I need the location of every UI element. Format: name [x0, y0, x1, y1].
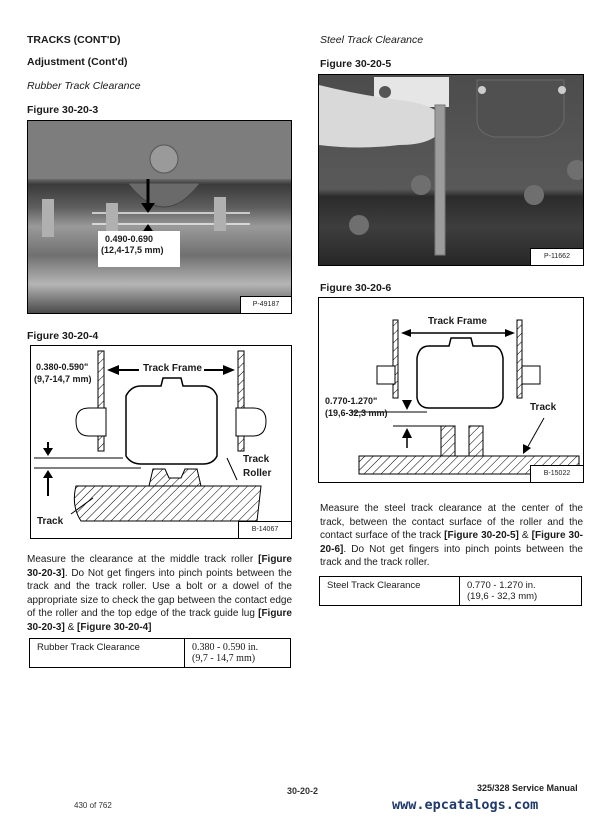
- spec-value-mm: (9,7 - 14,7 mm): [192, 653, 256, 664]
- track-lug: [214, 197, 226, 231]
- track-label: Track: [530, 402, 557, 413]
- paragraph-text: &: [64, 621, 78, 633]
- spec-value-inch: 0.770 - 1.270 in.: [467, 580, 536, 591]
- figure-code: P-49187: [240, 296, 291, 313]
- subsection-title: Adjustment (Cont'd): [27, 56, 128, 68]
- figure-reference: [Figure 30-20-4]: [77, 621, 152, 633]
- steel-track-roller: [417, 338, 503, 408]
- down-arrow-head: [141, 203, 155, 213]
- access-cover: [477, 80, 564, 137]
- figure-30-20-4-label: Figure 30-20-4: [27, 330, 99, 342]
- rubber-track-spec-table: [29, 638, 291, 668]
- track-bolt: [567, 160, 583, 180]
- steel-track-title: Steel Track Clearance: [320, 34, 424, 46]
- roller-leader: [227, 458, 237, 480]
- dimension-mm: (12,4-17,5 mm): [101, 245, 164, 255]
- roller: [128, 183, 200, 207]
- spec-value: [460, 577, 582, 606]
- track-frame-label: Track Frame: [428, 316, 487, 327]
- cover-bolt: [558, 86, 566, 94]
- bolt-head: [150, 145, 178, 173]
- page-number: 30-20-2: [287, 786, 319, 796]
- frame-arrowhead-left: [107, 365, 119, 375]
- gap-arrow-down: [402, 400, 412, 410]
- section-title: TRACKS (CONT'D): [27, 34, 121, 46]
- track-roller-body: [126, 378, 217, 464]
- figure-reference: [Figure 30-20-5]: [444, 530, 519, 541]
- track-guide-lug: [149, 469, 201, 486]
- page-counter: 430 of 762: [74, 801, 112, 810]
- manual-title: 325/328 Service Manual: [477, 783, 578, 793]
- frame-arrowhead-right: [223, 365, 235, 375]
- figure-30-20-3-label: Figure 30-20-3: [27, 104, 99, 116]
- steel-track-spec-table: [319, 576, 582, 606]
- figure-30-20-5-photo: [318, 74, 584, 266]
- dimension-inch: 0.490-0.690: [105, 234, 154, 244]
- figure-code: P-11662: [530, 248, 583, 265]
- spec-name: Steel Track Clearance: [320, 577, 460, 606]
- figure-reference: [Figure 30-20-3]: [27, 554, 292, 579]
- track-leader-arrow: [523, 444, 531, 454]
- track-lug-right: [469, 426, 483, 456]
- steel-ruler: [435, 105, 445, 255]
- axle-nut-left: [377, 366, 395, 384]
- figure-30-20-5-label: Figure 30-20-5: [320, 58, 392, 70]
- decal-symbol: [379, 86, 391, 98]
- axle-nut-left: [76, 408, 106, 436]
- spec-value: [185, 639, 291, 668]
- axle-nut-right: [236, 408, 266, 436]
- track-frame-label: Track Frame: [143, 363, 202, 374]
- paragraph-text: Measure the clearance at the middle track roller: [27, 554, 259, 565]
- figure-reference: [Figure 30-20-3]: [27, 608, 292, 633]
- watermark-link[interactable]: www.epcatalogs.com: [392, 797, 539, 813]
- clearance-mm: (19,6-32,3 mm): [325, 408, 388, 418]
- spec-name: Rubber Track Clearance: [30, 639, 185, 668]
- track-roller-label-2: Roller: [243, 468, 272, 479]
- spec-value-mm: (19,6 - 32,3 mm): [467, 591, 538, 602]
- rubber-clearance-instructions: [27, 553, 292, 634]
- paragraph-text: &: [518, 530, 532, 541]
- track-frame-left: [393, 320, 398, 398]
- paragraph-text: Measure the steel track clearance at the center of the track, between the contact surface of the roller and the contact surface of the track: [320, 503, 583, 541]
- figure-code: B-15022: [530, 465, 583, 482]
- spec-row: [320, 577, 582, 606]
- roller-photo-illustration: [28, 121, 291, 313]
- spec-value-inch: 0.380 - 0.590 in.: [192, 642, 259, 653]
- figure-code: B-14067: [238, 521, 291, 538]
- track-label: Track: [37, 516, 64, 527]
- track-leader: [526, 418, 544, 450]
- rubber-track-title: Rubber Track Clearance: [27, 80, 141, 92]
- cover-bolt: [478, 86, 486, 94]
- track-lug-left: [441, 426, 455, 456]
- frame-arrowhead-left: [401, 329, 411, 337]
- paragraph-text: . Do Not get fingers into pinch points between the track and the track roller. Use a bolt or a dowel of the appropriate size to check the gap between the contact edge of the roller and the top edge of the track guide lug: [27, 567, 292, 619]
- frame-arrowhead-right: [505, 329, 515, 337]
- figure-30-20-6-label: Figure 30-20-6: [320, 282, 392, 294]
- spec-row: [30, 639, 291, 668]
- clearance-inch: 0.380-0.590": [36, 362, 89, 372]
- axle-nut-right: [522, 366, 540, 384]
- track-frame-right: [517, 320, 522, 398]
- track-bolt: [411, 175, 431, 195]
- rubber-track: [74, 486, 261, 521]
- dimension-callout: [98, 231, 180, 267]
- steel-track-photo-illustration: [319, 75, 583, 265]
- paragraph-text: . Do Not get fingers into pinch points between the track and the track roller.: [320, 543, 583, 568]
- clearance-mm: (9,7-14,7 mm): [34, 374, 92, 384]
- figure-30-20-4-diagram: [30, 345, 292, 539]
- track-bolt: [524, 185, 544, 205]
- steel-clearance-instructions: [320, 502, 583, 570]
- track-bolt: [349, 215, 369, 235]
- track-roller-label-1: Track: [243, 454, 270, 465]
- figure-30-20-3-photo: [27, 120, 292, 314]
- figure-30-20-6-diagram: [318, 297, 584, 483]
- figure-reference: [Figure 30-20-6]: [320, 530, 584, 555]
- clearance-inch: 0.770-1.270": [325, 396, 378, 406]
- track-lug: [42, 199, 54, 237]
